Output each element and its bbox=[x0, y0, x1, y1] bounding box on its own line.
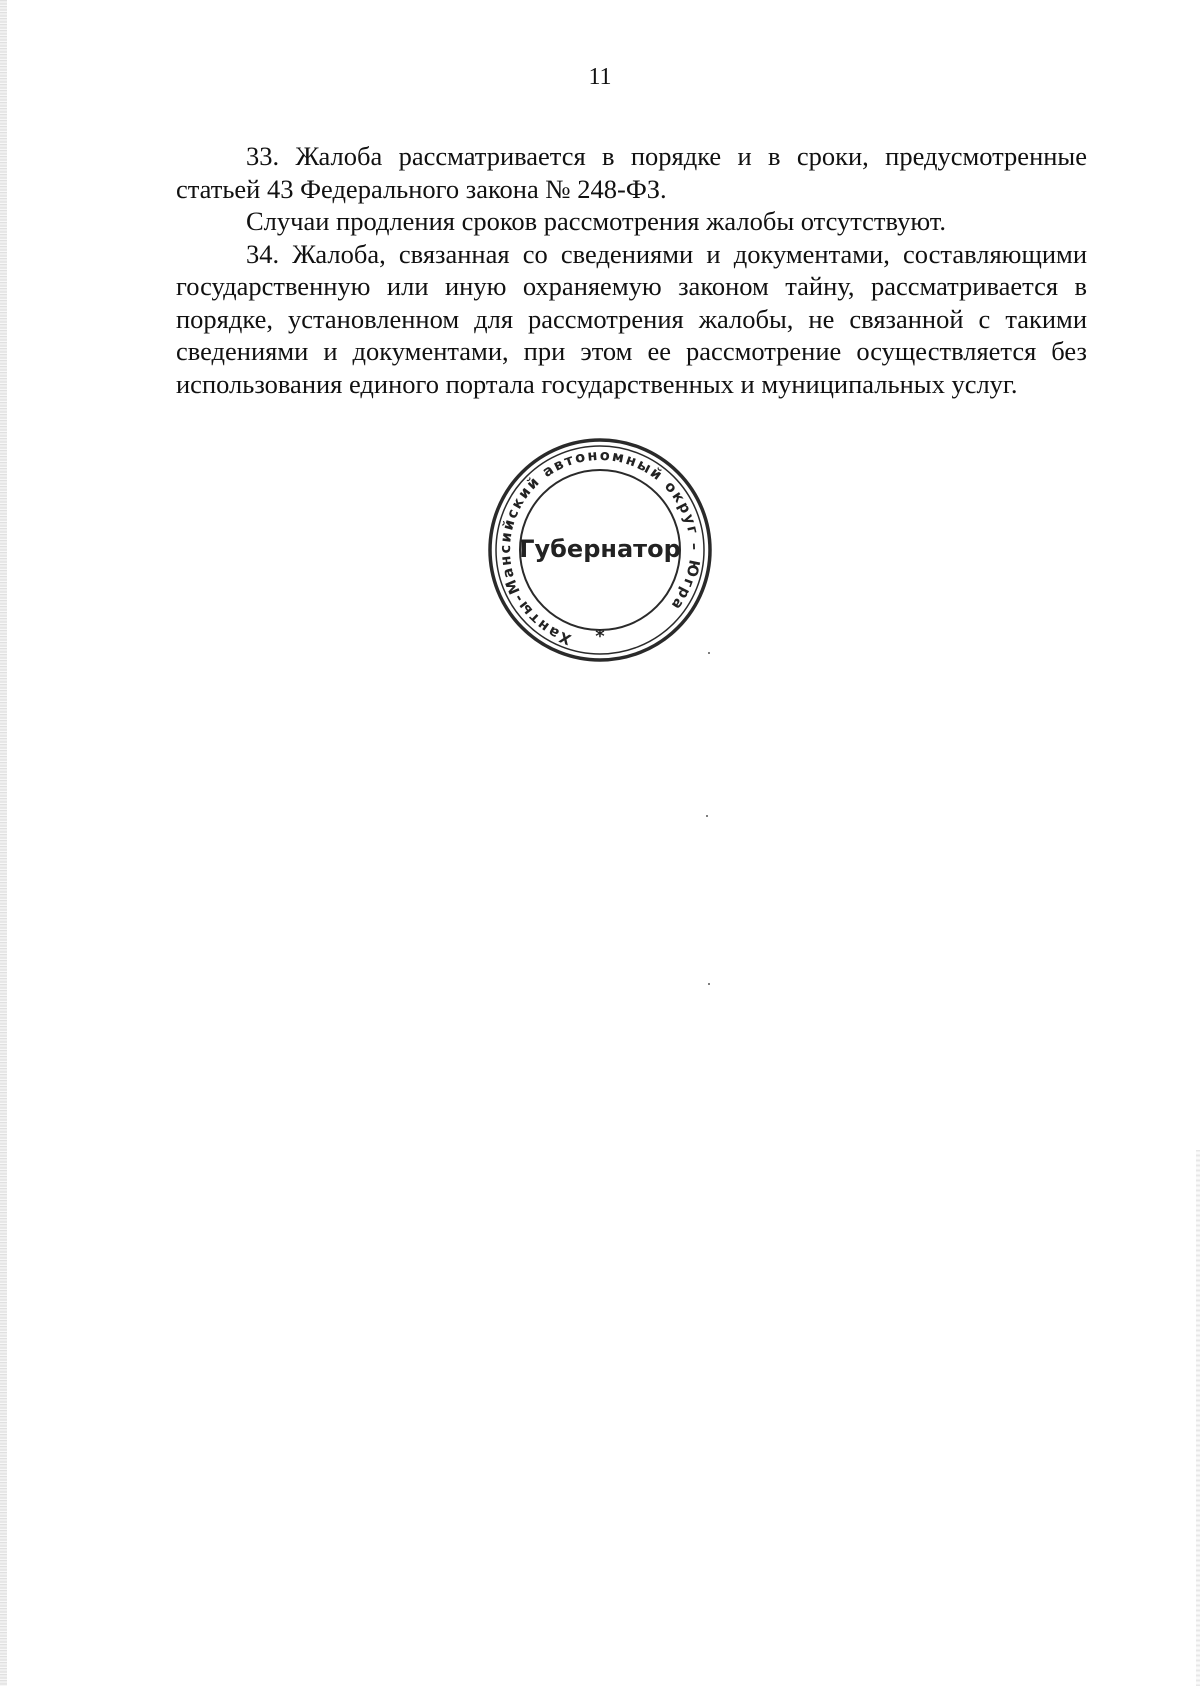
seal-graphic bbox=[487, 437, 713, 663]
paragraph-extension: Случаи продления сроков рассмотрения жалобы отсутствуют. bbox=[246, 206, 947, 236]
paragraph-33: 33. Жалоба рассматривается в порядке и в сроки, предусмотренные статьей 43 Федерального закона № 248-ФЗ. bbox=[176, 141, 1087, 204]
seal-center-text: Губернатор bbox=[519, 535, 681, 563]
seal-ring-text: Ханты-Мансийский автономный округ – Югра bbox=[497, 447, 703, 647]
governor-seal-stamp bbox=[487, 437, 713, 663]
document-body bbox=[176, 140, 1087, 400]
scan-edge-left bbox=[0, 0, 7, 1686]
scan-speck bbox=[706, 815, 708, 817]
scan-speck bbox=[708, 983, 710, 985]
scan-edge-right bbox=[1196, 1150, 1200, 1686]
scan-speck bbox=[708, 652, 710, 654]
page-number: 11 bbox=[588, 64, 612, 90]
seal-star: * bbox=[595, 626, 605, 647]
paragraph-34: 34. Жалоба, связанная со сведениями и документами, составляющими государственную или иную охраняемую законом тайну, рассматривается в порядке, установленном для рассмотрения жалобы, не связанной с такими сведениями и документами, при этом ее рассмотрение осуществляется без использования единого портала государственных и муниципальных услуг. bbox=[176, 238, 1087, 399]
